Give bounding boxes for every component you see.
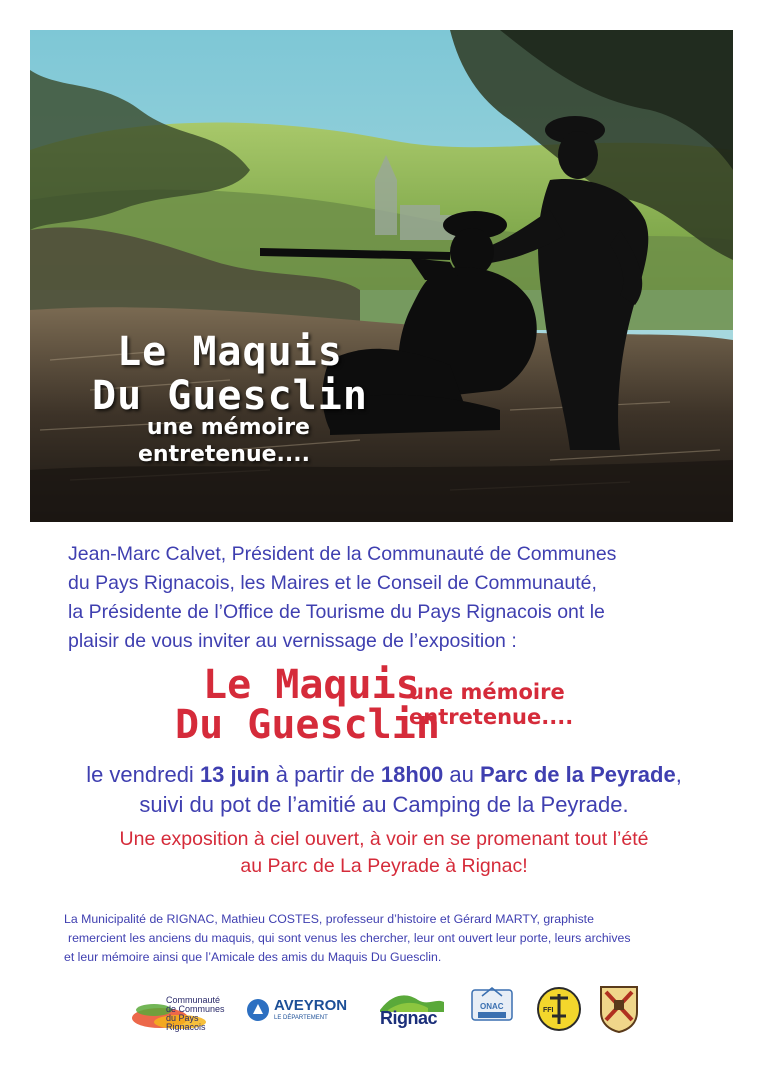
exhibition-subtitle-line2: entretenue.... [409, 705, 574, 729]
hero-title-line1: Le Maquis [117, 329, 343, 375]
hero-illustration [30, 30, 733, 522]
thanks-paragraph [64, 910, 724, 967]
hero-title [92, 330, 368, 418]
shield-icon [598, 984, 640, 1034]
invitation-line2: suivi du pot de l’amitié au Camping de la Peyrade. [139, 792, 629, 817]
hero-subtitle-line2: entretenue.... [138, 442, 310, 467]
thanks-line2: remercient les anciens du maquis, qui sont venus les chercher, leur ont ouvert leur porte, leurs archives [68, 931, 631, 945]
thanks-line1: La Municipalité de RIGNAC, Mathieu COSTES, professeur d’histoire et Gérard MARTY, graphiste [64, 912, 594, 926]
onac-name: ONAC [480, 1002, 504, 1011]
ffi-cross-icon [536, 986, 582, 1032]
invitation-part4: , [675, 762, 682, 787]
ffi-emblem-logo [536, 986, 582, 1032]
onac-logo [468, 984, 516, 1038]
aveyron-sub: LE DÉPARTEMENT [274, 1015, 328, 1021]
aveyron-logo [246, 996, 361, 1026]
hero-subtitle-line1: une mémoire [146, 415, 310, 440]
exhibition-title-line2: Du Guesclin [175, 702, 440, 748]
invitation-place: Parc de la Peyrade [480, 762, 676, 787]
thanks-line3: et leur mémoire ainsi que l’Amicale des amis du Maquis Du Guesclin. [64, 950, 442, 964]
invitation-part2: à partir de [269, 762, 381, 787]
exhibition-subtitle-line1: une mémoire [409, 680, 565, 704]
svg-text:FFI: FFI [543, 1007, 554, 1014]
invitation-time: 18h00 [380, 762, 444, 787]
intro-paragraph [48, 540, 728, 656]
invitation-line1 [0, 760, 768, 790]
intro-line4: plaisir de vous inviter au vernissage de l’exposition : [68, 630, 517, 652]
exhibition-note-line1: Une exposition à ciel ouvert, à voir en se promenant tout l’été [119, 828, 649, 850]
coat-of-arms-logo [598, 984, 640, 1034]
communaute-line3: du Pays Rignacois [166, 1013, 206, 1032]
communaute-line1: Communauté [166, 995, 221, 1005]
intro-line2: du Pays Rignacois, les Maires et le Conseil de Communauté, [68, 572, 597, 594]
communaute-label [166, 996, 230, 1032]
exhibition-note-line2: au Parc de La Peyrade à Rignac! [240, 855, 528, 877]
exhibition-note [0, 826, 768, 880]
communaute-line2: de Communes [166, 1004, 225, 1014]
hero-title-line2: Du Guesclin [92, 373, 368, 419]
exhibition-title-line1: Le Maquis [203, 662, 420, 708]
hero-subtitle [138, 414, 310, 468]
rignac-logo [378, 988, 446, 1034]
rignac-name: Rignac [380, 1008, 438, 1028]
invitation-date: 13 juin [199, 762, 270, 787]
maquis-scene-illustration [30, 30, 733, 522]
invitation-part3: au [443, 762, 480, 787]
aveyron-name: AVEYRON [274, 997, 348, 1014]
partner-logos [0, 980, 768, 1050]
aveyron-circle-icon [246, 998, 270, 1022]
communaute-de-communes-logo [130, 992, 230, 1032]
invitation-part1: le vendredi [86, 762, 200, 787]
intro-line3: la Présidente de l’Office de Tourisme du Pays Rignacois ont le [68, 601, 605, 623]
intro-line1: Jean-Marc Calvet, Président de la Communauté de Communes [68, 543, 617, 565]
